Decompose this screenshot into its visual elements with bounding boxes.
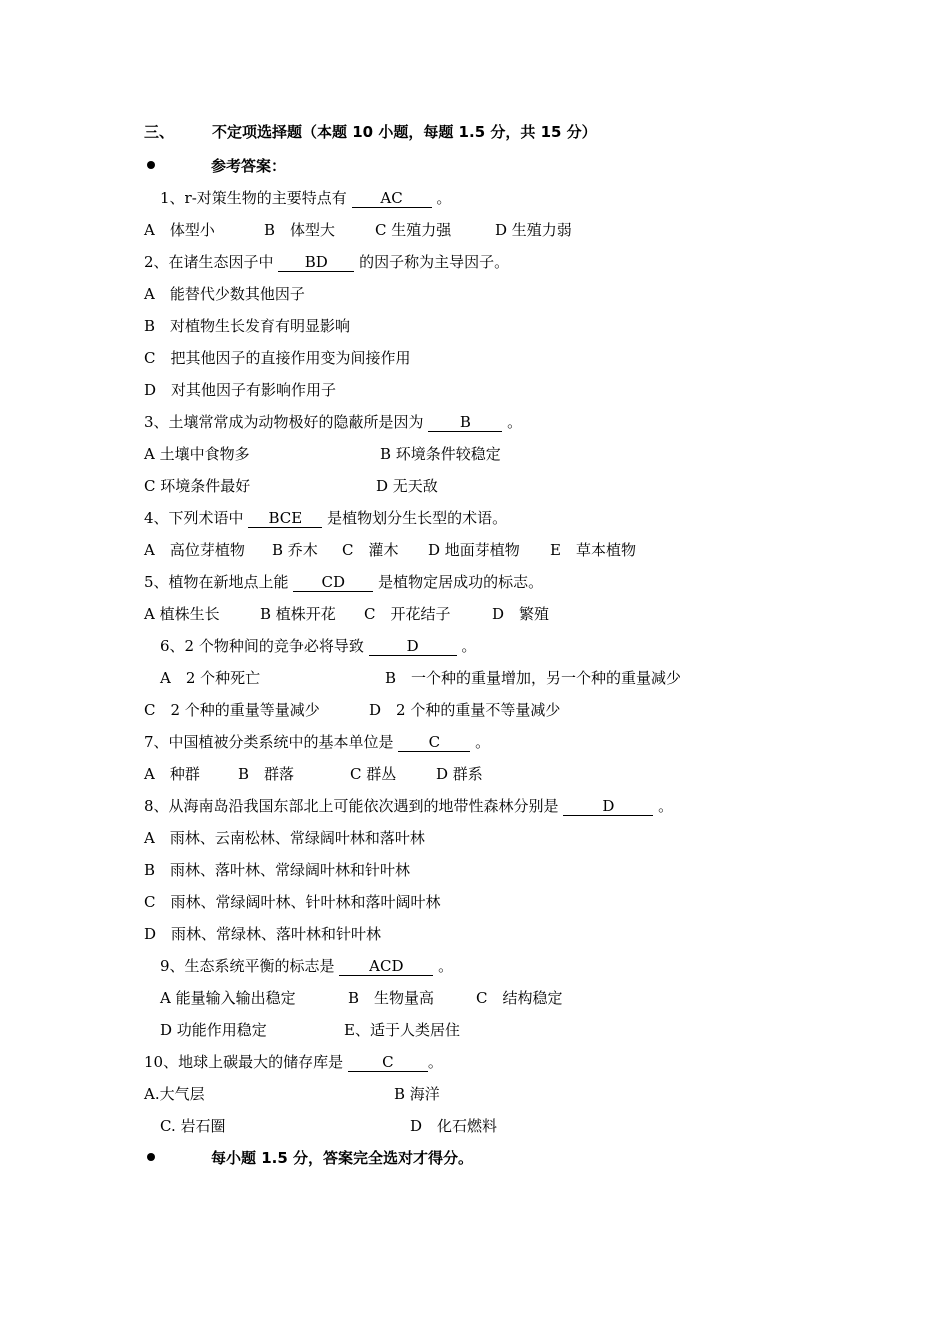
question-6: 6、2 个物种间的竞争必将导致 D 。 — [160, 637, 477, 655]
options-row — [144, 700, 560, 720]
question-3: 3、土壤常常成为动物极好的隐蔽所是因为 B 。 — [144, 413, 523, 431]
option: D 对其他因子有影响作用子 — [144, 381, 337, 399]
option: B 群落 — [238, 765, 295, 783]
option: A 种群 — [144, 765, 200, 783]
option: C 雨林、常绿阔叶林、针叶林和落叶阔叶林 — [144, 893, 441, 911]
option: D 无天敌 — [376, 477, 438, 495]
option: C 群丛 — [350, 765, 397, 783]
answer-blank: BD — [278, 254, 354, 272]
option: C 结构稳定 — [476, 989, 563, 1007]
bullet-icon — [147, 1153, 155, 1161]
option: C 环境条件最好 — [144, 477, 251, 495]
option: A 雨林、云南松林、常绿阔叶林和落叶林 — [144, 829, 425, 847]
options-row — [144, 540, 636, 560]
option: A 能量输入输出稳定 — [160, 989, 296, 1007]
options-row — [160, 1116, 497, 1136]
answer-blank: ACD — [339, 958, 433, 976]
option: E 草本植物 — [550, 541, 636, 559]
option: C 2 个种的重量等量减少 — [144, 701, 320, 719]
option: B 雨林、落叶林、常绿阔叶林和针叶林 — [144, 861, 411, 879]
question-1: 1、r-对策生物的主要特点有 AC 。 — [160, 189, 452, 207]
question-10: 10、地球上碳最大的储存库是 C 。 — [144, 1053, 443, 1071]
scoring-note: 每小题 1.5 分，答案完全选对才得分。 — [211, 1149, 474, 1167]
question-5: 5、植物在新地点上能 CD 是植物定居成功的标志。 — [144, 573, 544, 591]
section-title: 不定项选择题（本题 10 小题，每题 1.5 分，共 15 分） — [212, 123, 597, 141]
option: D 2 个种的重量不等量减少 — [369, 701, 561, 719]
option: C. 岩石圈 — [160, 1117, 226, 1135]
option: A 能替代少数其他因子 — [144, 285, 305, 303]
options-row — [144, 220, 572, 240]
option: A 高位芽植物 — [144, 541, 245, 559]
option: D 地面芽植物 — [428, 541, 520, 559]
options-row — [144, 1084, 440, 1104]
option: B 环境条件较稳定 — [380, 445, 501, 463]
answer-blank: D — [563, 798, 653, 816]
option: D 雨林、常绿林、落叶林和针叶林 — [144, 925, 382, 943]
option: B 海洋 — [394, 1085, 440, 1103]
option: D 群系 — [436, 765, 483, 783]
option: E、适于人类居住 — [344, 1021, 460, 1039]
option: D 生殖力弱 — [495, 221, 572, 239]
question-4: 4、下列术语中 BCE 是植物划分生长型的术语。 — [144, 509, 508, 527]
option: D 繁殖 — [492, 605, 550, 623]
options-row — [160, 668, 681, 688]
option: B 乔木 — [272, 541, 318, 559]
section-number: 三、 — [144, 123, 175, 141]
question-9: 9、生态系统平衡的标志是 ACD 。 — [160, 957, 454, 975]
option: A 体型小 — [144, 221, 215, 239]
option: C 灌木 — [342, 541, 399, 559]
options-row — [144, 604, 549, 624]
option: A.大气层 — [144, 1085, 205, 1103]
section-heading — [144, 122, 597, 142]
question-2: 2、在诸生态因子中 BD 的因子称为主导因子。 — [144, 253, 510, 271]
option: B 生物量高 — [348, 989, 435, 1007]
option: C 生殖力强 — [375, 221, 452, 239]
answer-blank: AC — [352, 190, 432, 208]
answer-blank: C — [348, 1054, 428, 1072]
option: B 体型大 — [264, 221, 336, 239]
option: C 开花结子 — [364, 605, 451, 623]
answer-blank: B — [428, 414, 502, 432]
option: A 植株生长 — [144, 605, 220, 623]
option: D 功能作用稳定 — [160, 1021, 267, 1039]
options-row — [144, 764, 483, 784]
bullet-icon — [147, 161, 155, 169]
answer-blank: BCE — [248, 510, 322, 528]
option: D 化石燃料 — [410, 1117, 498, 1135]
option: B 植株开花 — [260, 605, 336, 623]
answer-label: 参考答案： — [211, 157, 287, 175]
options-row — [160, 1020, 460, 1040]
options-row — [144, 476, 438, 496]
answer-blank: CD — [293, 574, 373, 592]
option: C 把其他因子的直接作用变为间接作用 — [144, 349, 411, 367]
option: B 对植物生长发育有明显影响 — [144, 317, 351, 335]
option: A 2 个种死亡 — [160, 669, 261, 687]
answer-blank: C — [398, 734, 470, 752]
question-7: 7、中国植被分类系统中的基本单位是 C 。 — [144, 733, 491, 751]
answer-blank: D — [369, 638, 457, 656]
options-row — [144, 444, 501, 464]
option: A 土壤中食物多 — [144, 445, 250, 463]
options-row — [160, 988, 562, 1008]
question-8: 8、从海南岛沿我国东部北上可能依次遇到的地带性森林分别是 D 。 — [144, 797, 674, 815]
option: B 一个种的重量增加，另一个种的重量减少 — [385, 669, 682, 687]
